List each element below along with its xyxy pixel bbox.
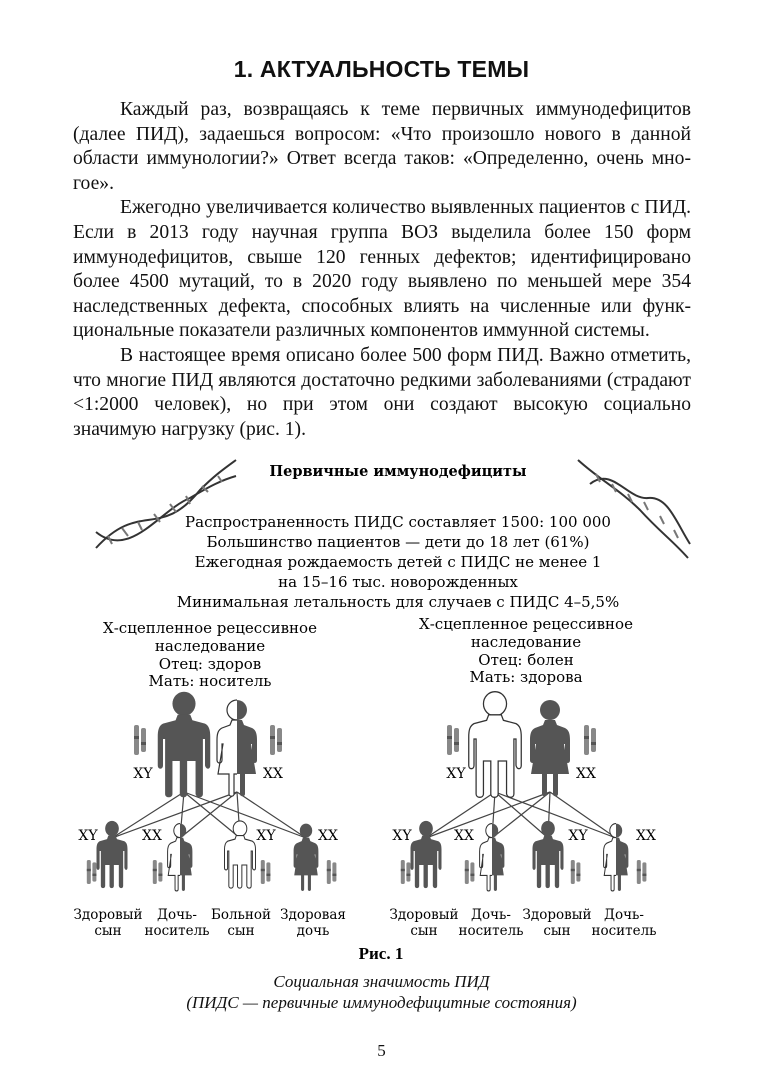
dna-helix-right-icon bbox=[578, 460, 690, 558]
left-child-1-chromosome-icon bbox=[87, 860, 97, 884]
left-child-3-chromosomes: XY bbox=[256, 828, 276, 844]
paragraph-2: Ежегодно увеличивается количество выявленных пациентов с ПИД. Если в 2013 году научная группа ВОЗ выделила более 150 форм иммунодефицитов, свыше 120 генных дефектов; идентифицировано более 4500 мутаций, то в 2020 году выявлено по меньшей мере 354 наследственных дефекта, способных влиять на численные или функциональные показатели различных компонентов иммунной системы. bbox=[73, 197, 691, 342]
right-father-icon bbox=[469, 692, 522, 798]
right-child-4-chromosome-icon bbox=[637, 860, 647, 884]
left-child-3-label-2: сын bbox=[227, 923, 255, 939]
figure-caption-line-1: Социальная значимость ПИД bbox=[273, 972, 490, 991]
figure-1 bbox=[0, 440, 763, 1020]
right-child-3-label-1: Здоровый bbox=[522, 907, 592, 923]
left-child-2-chromosomes: XX bbox=[142, 828, 162, 844]
left-pedigree-header-3: Отец: здоров bbox=[158, 655, 262, 673]
left-child-4-label-1: Здоровая bbox=[280, 907, 346, 923]
right-child-2-icon bbox=[480, 824, 505, 891]
right-pedigree-header-3: Отец: болен bbox=[478, 651, 574, 669]
body-text bbox=[73, 98, 691, 442]
left-child-2-chromosome-icon bbox=[153, 860, 163, 884]
right-child-2-chromosome-icon bbox=[465, 860, 475, 884]
left-child-3-icon bbox=[225, 821, 256, 888]
right-child-1-label-2: сын bbox=[410, 923, 438, 939]
left-child-1-label-1: Здоровый bbox=[73, 907, 143, 923]
left-child-1-label-2: сын bbox=[94, 923, 122, 939]
left-child-2-icon bbox=[168, 824, 193, 891]
right-child-4-chromosomes: XX bbox=[636, 828, 656, 844]
right-father-chromosomes: XY bbox=[446, 766, 466, 782]
page-number: 5 bbox=[377, 1041, 386, 1060]
left-child-4-chromosome-icon bbox=[327, 860, 337, 884]
right-child-3-label-2: сын bbox=[543, 923, 571, 939]
left-father-chromosome-icon bbox=[134, 725, 146, 755]
stat-line-4: на 15–16 тыс. новорожденных bbox=[278, 573, 518, 591]
right-child-4-label-2: носитель bbox=[591, 923, 657, 939]
right-child-4-icon bbox=[604, 824, 629, 891]
right-child-2-label-2: носитель bbox=[458, 923, 524, 939]
right-child-3-icon bbox=[533, 821, 564, 888]
right-child-2-chromosomes: XX bbox=[454, 828, 474, 844]
figure-illustration bbox=[0, 440, 763, 1020]
left-mother-icon bbox=[217, 700, 257, 796]
left-child-4-icon bbox=[294, 824, 319, 891]
right-mother-chromosomes: XX bbox=[576, 766, 596, 782]
left-child-2-label-1: Дочь- bbox=[157, 907, 197, 923]
figure-title: Первичные иммунодефициты bbox=[269, 463, 527, 480]
left-child-3-label-1: Больной bbox=[210, 907, 272, 923]
right-mother-icon bbox=[530, 700, 570, 796]
left-father-chromosomes: XY bbox=[133, 766, 153, 782]
figure-caption-line-2: (ПИДС — первичные иммунодефицитные состояния) bbox=[186, 993, 577, 1012]
right-pedigree-header-4: Мать: здорова bbox=[469, 668, 583, 686]
stat-line-2: Большинство пациентов — дети до 18 лет (61%) bbox=[206, 533, 590, 551]
section-heading: 1. АКТУАЛЬНОСТЬ ТЕМЫ bbox=[233, 56, 530, 82]
stat-line-3: Ежегодная рождаемость детей с ПИДС не менее 1 bbox=[194, 553, 602, 571]
left-pedigree bbox=[74, 619, 346, 939]
left-pedigree-header-4: Мать: носитель bbox=[148, 672, 272, 690]
right-child-2-label-1: Дочь- bbox=[471, 907, 511, 923]
left-pedigree-header-2: наследование bbox=[154, 637, 266, 655]
left-child-1-chromosomes: XY bbox=[78, 828, 98, 844]
left-child-4-chromosomes: XX bbox=[318, 828, 338, 844]
right-pedigree-header-1: Х-сцепленное рецессивное bbox=[419, 615, 633, 633]
right-pedigree-header-2: наследование bbox=[470, 633, 582, 651]
stat-line-1: Распространенность ПИДС составляет 1500: 100 000 bbox=[185, 513, 611, 531]
right-mother-chromosome-icon bbox=[584, 725, 596, 755]
paragraph-3: В настоящее время описано более 500 форм ПИД. Важно отметить, что многие ПИД являются достаточно редкими заболеваниями (страдают <1:2000 человек), но при этом они создают высокую социально значимую нагрузку (рис. 1). bbox=[73, 344, 691, 440]
right-child-1-chromosome-icon bbox=[401, 860, 411, 884]
left-father-icon bbox=[158, 692, 211, 798]
right-child-1-label-1: Здоровый bbox=[389, 907, 459, 923]
right-child-1-chromosomes: XY bbox=[392, 828, 412, 844]
paragraph-1: Каждый раз, возвращаясь к теме первичных иммунодефицитов (далее ПИД), задаешься вопросом: «Что произошло нового в данной области иммунологии?» Ответ всегда таков: «Определенно, очень многое». bbox=[73, 99, 691, 194]
left-child-2-label-2: носитель bbox=[144, 923, 210, 939]
left-child-3-chromosome-icon bbox=[261, 860, 271, 884]
right-pedigree bbox=[390, 615, 657, 939]
left-mother-chromosomes: XX bbox=[263, 766, 283, 782]
right-child-4-label-1: Дочь- bbox=[604, 907, 644, 923]
left-pedigree-header-1: Х-сцепленное рецессивное bbox=[103, 619, 317, 637]
right-child-3-chromosome-icon bbox=[571, 860, 581, 884]
left-child-4-label-2: дочь bbox=[296, 923, 330, 939]
left-mother-chromosome-icon bbox=[270, 725, 282, 755]
right-child-3-chromosomes: XY bbox=[568, 828, 588, 844]
figure-number: Рис. 1 bbox=[358, 944, 404, 963]
right-father-chromosome-icon bbox=[447, 725, 459, 755]
stat-line-5: Минимальная летальность для случаев с ПИДС 4–5,5% bbox=[176, 593, 620, 611]
